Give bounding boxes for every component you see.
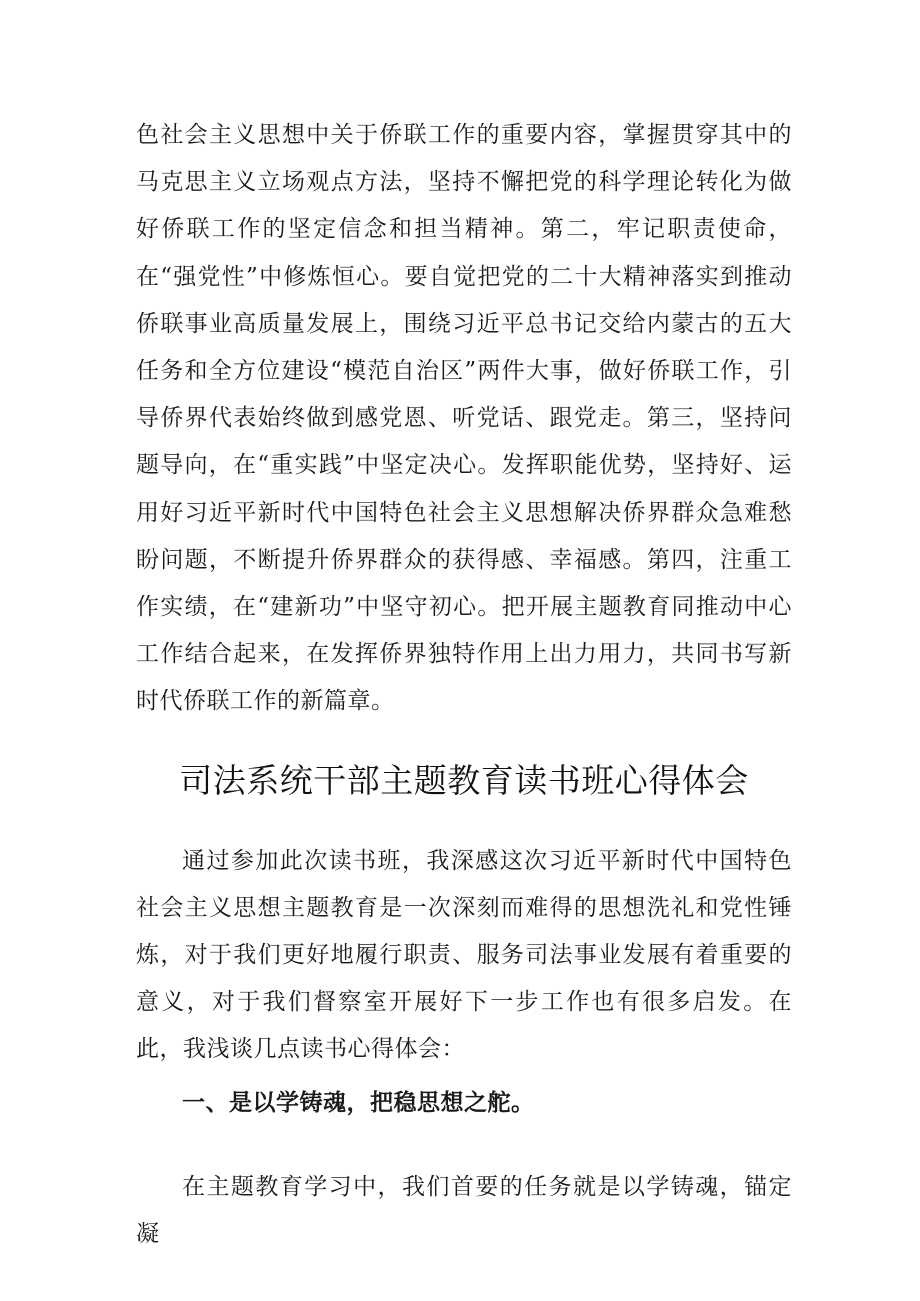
intro-paragraph: 通过参加此次读书班，我深感这次习近平新时代中国特色社会主义思想主题教育是一次深刻而难得的思想洗礼和党性锤炼，对于我们更好地履行职责、服务司法事业发展有着重要的意义，对于我们督察室开展好下一步工作也有很多启发。在此，我浅谈几点读书心得体会： [136,847,792,1063]
continuation-paragraph: 色社会主义思想中关于侨联工作的重要内容，掌握贯穿其中的马克思主义立场观点方法，坚持不懈把党的科学理论转化为做好侨联工作的坚定信念和担当精神。第二，牢记职责使命，在“强党性”中修炼恒心。要自觉把党的二十大精神落实到推动侨联事业高质量发展上，围绕习近平总书记交给内蒙古的五大任务和全方位建设“模范自治区”两件大事，做好侨联工作，引导侨界代表始终做到感党恩、听党话、跟党走。第三，坚持问题导向，在“重实践”中坚定决心。发挥职能优势，坚持好、运用好习近平新时代中国特色社会主义思想解决侨界群众急难愁盼问题，不断提升侨界群众的获得感、幸福感。第四，注重工作实绩，在“建新功”中坚守初心。把开展主题教育同推动中心工作结合起来，在发挥侨界独特作用上出力用力，共同书写新时代侨联工作的新篇章。 [136,122,792,715]
heading-1: 一、是以学铸魂，把稳思想之舵。 [182,1089,535,1116]
heading-1-paragraph: 在主题教育学习中，我们首要的任务就是以学铸魂，锚定凝 [136,1173,792,1247]
section-title: 司法系统干部主题教育读书班心得体会 [179,760,749,800]
document-body [136,112,792,1258]
